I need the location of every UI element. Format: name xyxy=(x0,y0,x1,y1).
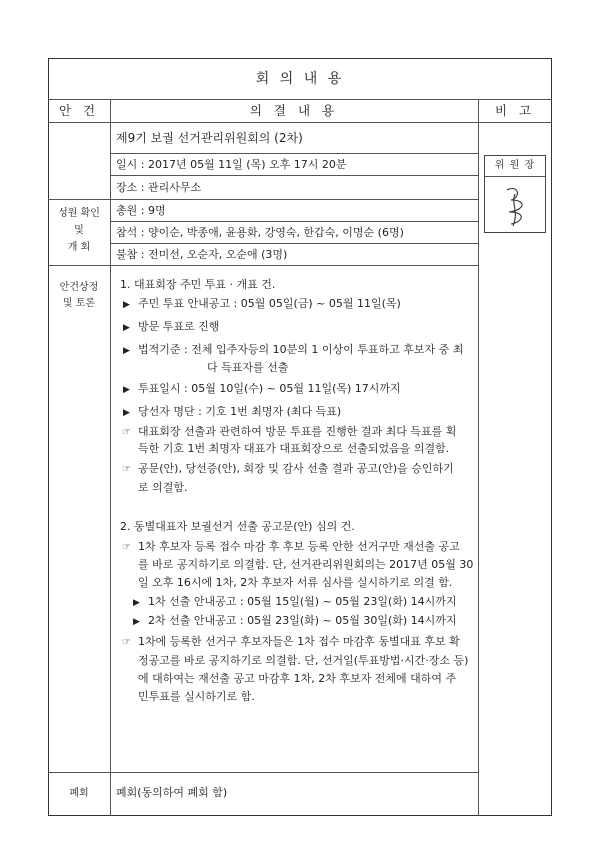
discussion-label-2: 및 토론 xyxy=(62,298,96,309)
agenda-line: 방문 투표로 진행 xyxy=(138,320,220,333)
note-marker: ☞ xyxy=(122,427,131,438)
col-divider-remarks xyxy=(478,99,479,816)
rule-under-present xyxy=(111,243,478,244)
agenda-line: 주민 투표 안내공고 : 05월 05일(금) ~ 05월 11일(목) xyxy=(138,297,401,310)
note-marker: ☞ xyxy=(122,542,131,553)
bullet-marker: ▶ xyxy=(123,346,130,356)
bullet-marker: ▶ xyxy=(133,598,140,608)
agenda-line: 다 득표자를 선출 xyxy=(207,361,289,374)
agenda-line: 당선자 명단 : 기호 1번 최명자 (최다 득표) xyxy=(138,405,342,418)
rule-above-closing xyxy=(48,772,478,773)
agenda-item-heading: 2. 동별대표자 보궐선거 선출 공고문(안) 심의 건. xyxy=(120,520,355,533)
agenda-line: 공문(안), 당선증(안), 회장 및 감사 선출 결과 공고(안)을 승인하기 xyxy=(138,462,454,475)
discussion-label-1: 안건상정 xyxy=(59,282,99,293)
agenda-line: 1차 후보자 등록 접수 마감 후 후보 등록 안한 선거구만 재선출 공고 xyxy=(138,540,460,553)
chair-signature xyxy=(497,182,537,228)
bullet-marker: ▶ xyxy=(123,300,130,310)
col-header-remarks: 비 고 xyxy=(494,103,536,118)
rule-under-title xyxy=(48,99,552,100)
bullet-marker: ▶ xyxy=(133,617,140,627)
closing-label: 폐회 xyxy=(69,788,89,799)
bullet-marker: ▶ xyxy=(123,323,130,333)
rule-under-attendance xyxy=(48,265,478,266)
meeting-place: 장소 : 관리사무소 xyxy=(116,181,202,194)
attendance-present: 참석 : 양이순, 박종애, 윤용화, 강영숙, 한갑숙, 이명순 (6명) xyxy=(116,226,404,239)
chair-sign-divider xyxy=(484,176,546,177)
agenda-line: 법적기준 : 전체 입주자등의 10분의 1 이상이 투표하고 후보자 중 최 xyxy=(138,343,464,356)
agenda-line: 1차 선출 안내공고 : 05월 15일(월) ~ 05월 23일(화) 14시까지 xyxy=(148,595,457,608)
agenda-line: 를 바로 공지하기로 의결함. 단, 선거관리위원회의는 2017년 05월 30 xyxy=(138,558,474,571)
agenda-line: 2차 선출 안내공고 : 05월 23일(화) ~ 05월 30일(화) 14시까지 xyxy=(148,614,457,627)
agenda-line: 1차에 등록한 선거구 후보자들은 1차 접수 마감후 동별대표 후보 확 xyxy=(138,635,460,648)
col-header-resolution: 의 결 내 용 xyxy=(249,103,339,118)
rule-under-place xyxy=(48,199,478,200)
note-marker: ☞ xyxy=(122,637,131,648)
agenda-item-heading: 1. 대표회장 주민 투표 · 개표 건. xyxy=(120,278,276,291)
agenda-line: 민투표를 실시하기로 함. xyxy=(138,690,255,703)
chair-label: 위 원 장 xyxy=(494,160,536,171)
rule-under-total xyxy=(111,221,478,222)
meeting-datetime: 일시 : 2017년 05월 11일 (목) 오후 17시 20분 xyxy=(116,158,347,171)
note-marker: ☞ xyxy=(122,464,131,475)
rule-under-meeting-title xyxy=(111,153,478,154)
agenda-line: 정공고를 바로 공지하기로 의결함. 단, 선거일(투표방법·시간·장소 등) xyxy=(138,654,469,667)
agenda-line: 로 의결함. xyxy=(138,481,188,494)
col-divider-agenda xyxy=(110,99,111,816)
rule-under-datetime xyxy=(111,175,478,176)
attendance-label-1: 성원 확인 xyxy=(58,208,100,219)
agenda-line: 에 대하여는 재선출 공고 마감후 1차, 2차 후보자 전체에 대하여 주 xyxy=(138,672,457,685)
col-header-agenda: 안 건 xyxy=(58,103,100,118)
agenda-line: 일 오후 16시에 1차, 2차 후보자 서류 심사를 실시하기로 의결 함. xyxy=(138,576,453,589)
closing-text: 폐회(동의하여 폐회 함) xyxy=(116,786,228,799)
page-title: 회 의 내 용 xyxy=(255,71,345,87)
meeting-title: 제9기 보궐 선거관리위원회의 (2차) xyxy=(116,131,303,145)
agenda-line: 투표일시 : 05월 10일(수) ~ 05월 11일(목) 17시까지 xyxy=(138,382,401,395)
attendance-label-3: 개 회 xyxy=(67,242,91,253)
attendance-absent: 불참 : 전미선, 오순자, 오순애 (3명) xyxy=(116,248,288,261)
rule-under-header xyxy=(48,122,552,123)
bullet-marker: ▶ xyxy=(123,385,130,395)
agenda-line: 득한 기호 1번 최명자 대표가 대표회장으로 선출되었음을 의결함. xyxy=(138,442,450,455)
bullet-marker: ▶ xyxy=(123,408,130,418)
attendance-label-2: 및 xyxy=(74,225,84,236)
attendance-total: 총원 : 9명 xyxy=(116,204,166,217)
agenda-line: 대표회장 선출과 관련하여 방문 투표를 진행한 결과 최다 득표를 획 xyxy=(138,425,457,438)
